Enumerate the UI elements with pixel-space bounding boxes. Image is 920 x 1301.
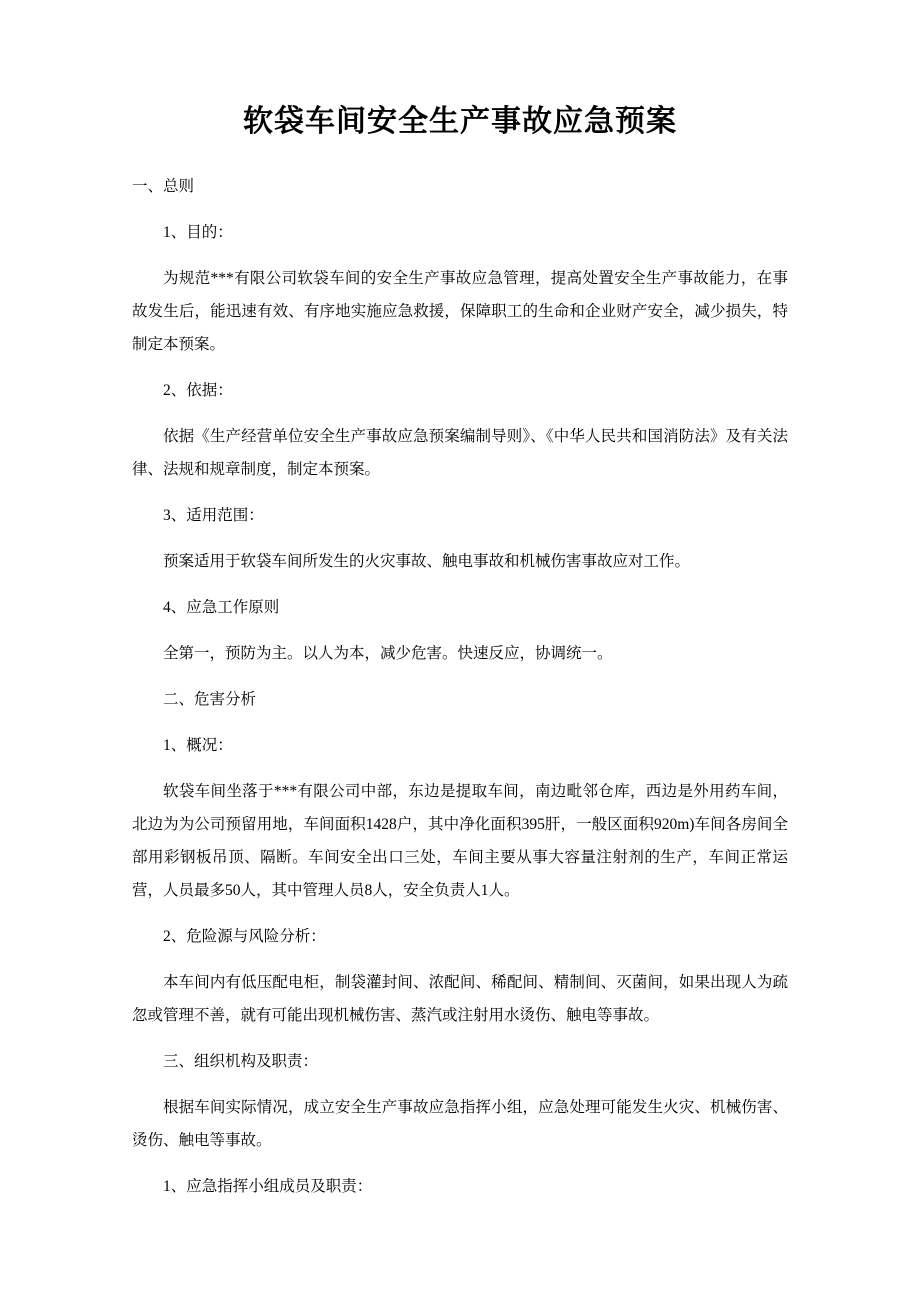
body-paragraph: 为规范***有限公司软袋车间的安全生产事故应急管理，提高处置安全生产事故能力，在事故发生后，能迅速有效、有序地实施应急救援，保障职工的生命和企业财产安全，减少损失，特制定本预案。 <box>132 270 788 353</box>
section-heading: 三、组织机构及职责： <box>163 1053 319 1070</box>
body-paragraph: 依据《生产经营单位安全生产事故应急预案编制导则》、《中华人民共和国消防法》及有关法律、法规和规章制度，制定本预案。 <box>132 428 788 478</box>
item-heading: 4、应急工作原则 <box>163 599 280 616</box>
body-paragraph: 全第一，预防为主。以人为本，减少危害。快速反应，协调统一。 <box>163 645 613 662</box>
item-heading: 1、目的： <box>163 224 233 241</box>
item-heading: 3、适用范围： <box>163 507 264 524</box>
body-paragraph: 根据车间实际情况，成立安全生产事故应急指挥小组，应急处理可能发生火灾、机械伤害、烫伤、触电等事故。 <box>132 1099 788 1149</box>
section-heading: 二、危害分析 <box>163 691 257 708</box>
item-heading: 2、危险源与风险分析： <box>163 928 326 945</box>
item-heading: 2、依据： <box>163 382 233 399</box>
item-heading: 1、应急指挥小组成员及职责： <box>163 1178 373 1195</box>
section-heading: 一、总则 <box>132 178 195 195</box>
body-paragraph: 本车间内有低压配电柜，制袋灌封间、浓配间、稀配间、精制间、灭菌间，如果出现人为疏忽或管理不善，就有可能出现机械伤害、蒸汽或注射用水烫伤、触电等事故。 <box>132 974 788 1024</box>
item-heading: 1、概况： <box>163 737 233 754</box>
document-title: 软袋车间安全生产事故应急预案 <box>243 104 677 139</box>
body-paragraph: 预案适用于软袋车间所发生的火灾事故、触电事故和机械伤害事故应对工作。 <box>163 553 691 570</box>
body-paragraph: 软袋车间坐落于***有限公司中部，东边是提取车间，南边毗邻仓库，西边是外用药车间，北边为为公司预留用地，车间面积1428户，其中净化面积395肝，一般区面积920m)车间各房间全部用彩钢板吊顶、隔断。车间安全出口三处，车间主要从事大容量注射剂的生产，车间正常运营，人员最多50人，其中管理人员8人，安全负责人1人。 <box>132 783 788 899</box>
